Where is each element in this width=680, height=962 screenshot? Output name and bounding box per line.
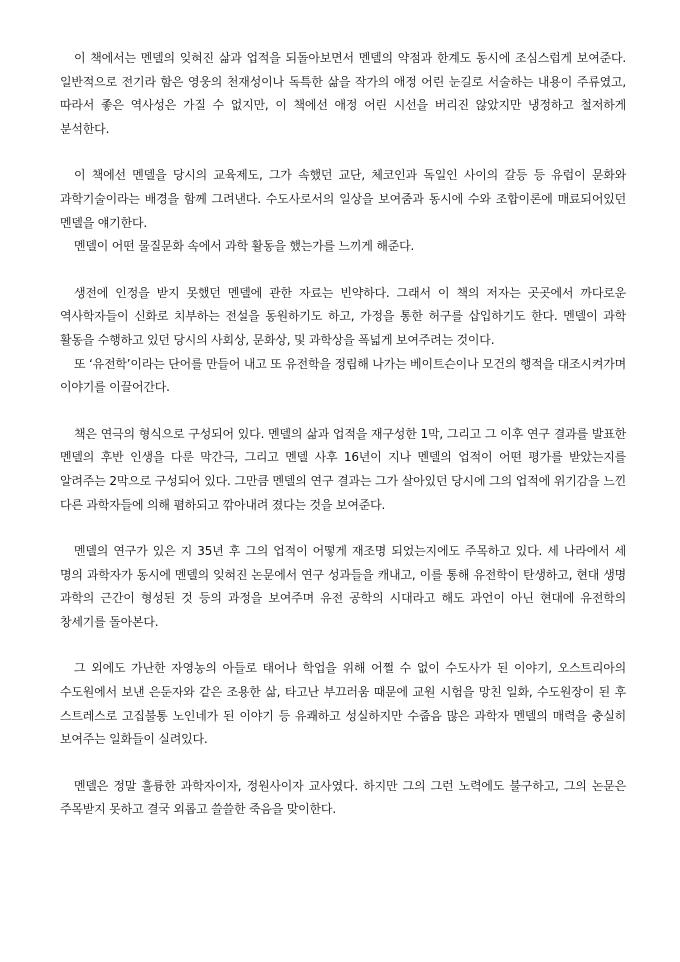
paragraph-gap [60,400,626,423]
paragraph-gap [60,752,626,775]
paragraph-6: 책은 연극의 형식으로 구성되어 있다. 멘델의 삶과 업적을 재구성한 1막, 그리고 그 이후 연구 결과를 발표한 멘델의 후반 인생을 다룬 막간극, 그리고 멘델 사후 16년이 지나 멘델의 업적이 어떤 평가를 받았는지를 알려주는 2막으로 구성되어 있다. 그만큼 멘델의 연구 결과는 그가 살아있던 당시에 그의 업적에 위기감을 느낀 다른 과학자들에 의해 폄하되고 깎아내려 졌다는 것을 보여준다. [60,426,626,512]
paragraph-1: 이 책에서는 멘델의 잊혀진 삶과 업적을 되돌아보면서 멘델의 약점과 한계도 동시에 조심스럽게 보여준다. 일반적으로 전기라 함은 영웅의 천재성이나 독특한 삶을 작가의 애정 어린 눈길로 서술하는 내용이 주류였고, 따라서 좋은 역사성은 가질 수 없지만, 이 책에선 애정 어린 시선을 버리진 않았지만 냉정하고 철저하게 분석한다. [60,51,626,136]
paragraph-gap [60,517,626,540]
paragraph-7: 멘델의 연구가 있은 지 35년 후 그의 업적이 어떻게 재조명 되었는지에도 주목하고 있다. 세 나라에서 세 명의 과학자가 동시에 멘델의 잊혀진 논문에서 연구 성과들을 캐내고, 이를 통해 유전학이 탄생하고, 현대 생명 과학의 근간이 형성된 것 등의 과정을 보여주며 유전 공학의 시대라고 해도 과언이 아닌 현대에 유전학의 창세기를 돌아본다. [60,544,626,629]
paragraph-8: 그 외에도 가난한 자영농의 아들로 태어나 학업을 위해 어쩔 수 없이 수도사가 된 이야기, 오스트리아의 수도원에서 보낸 은둔자와 같은 조용한 삶, 타고난 부끄러움 때문에 교원 시험을 망친 일화, 수도원장이 된 후 스트레스로 고집불통 노인네가 된 이야기 등 유쾌하고 성실하지만 수줍음 많은 과학자 멘델의 매력을 충실히 보여주는 일화들이 실려있다. [60,661,626,747]
paragraph-5: 또 ‘유전학’이라는 단어를 만들어 내고 또 유전학을 정립해 나가는 베이트슨이나 모건의 행적을 대조시켜가며 이야기를 이끌어간다. [60,356,626,395]
paragraph-2: 이 책에선 멘델을 당시의 교육제도, 그가 속했던 교단, 체코인과 독일인 사이의 갈등 등 유럽이 문화와 과학기술이라는 배경을 함께 그려낸다. 수도사로서의 일상을 보여줌과 동시에 수와 조합이론에 매료되어있던 멘델을 얘기한다. [60,168,626,230]
paragraph-gap [60,141,626,164]
paragraph-9: 멘델은 정말 훌륭한 과학자이자, 정원사이자 교사였다. 하지만 그의 그런 노력에도 불구하고, 그의 논문은 주목받지 못하고 결국 외롭고 쓸쓸한 죽음을 맞이한다. [60,778,626,817]
paragraph-gap [60,259,626,282]
paragraph-4: 생전에 인정을 받지 못했던 멘델에 관한 자료는 빈약하다. 그래서 이 책의 저자는 곳곳에서 까다로운 역사학자들이 신화로 치부하는 전설을 동원하기도 하고, 가정을 통한 허구를 삽입하기도 한다. 멘델이 과학 활동을 수행하고 있던 당시의 사회상, 문화상, 및 과학상을 폭넓게 보여주려는 것이다. [60,285,626,347]
paragraph-gap [60,634,626,657]
paragraph-3: 멘델이 어떤 물질문화 속에서 과학 활동을 했는가를 느끼게 해준다. [74,239,415,254]
document-body [60,47,626,822]
